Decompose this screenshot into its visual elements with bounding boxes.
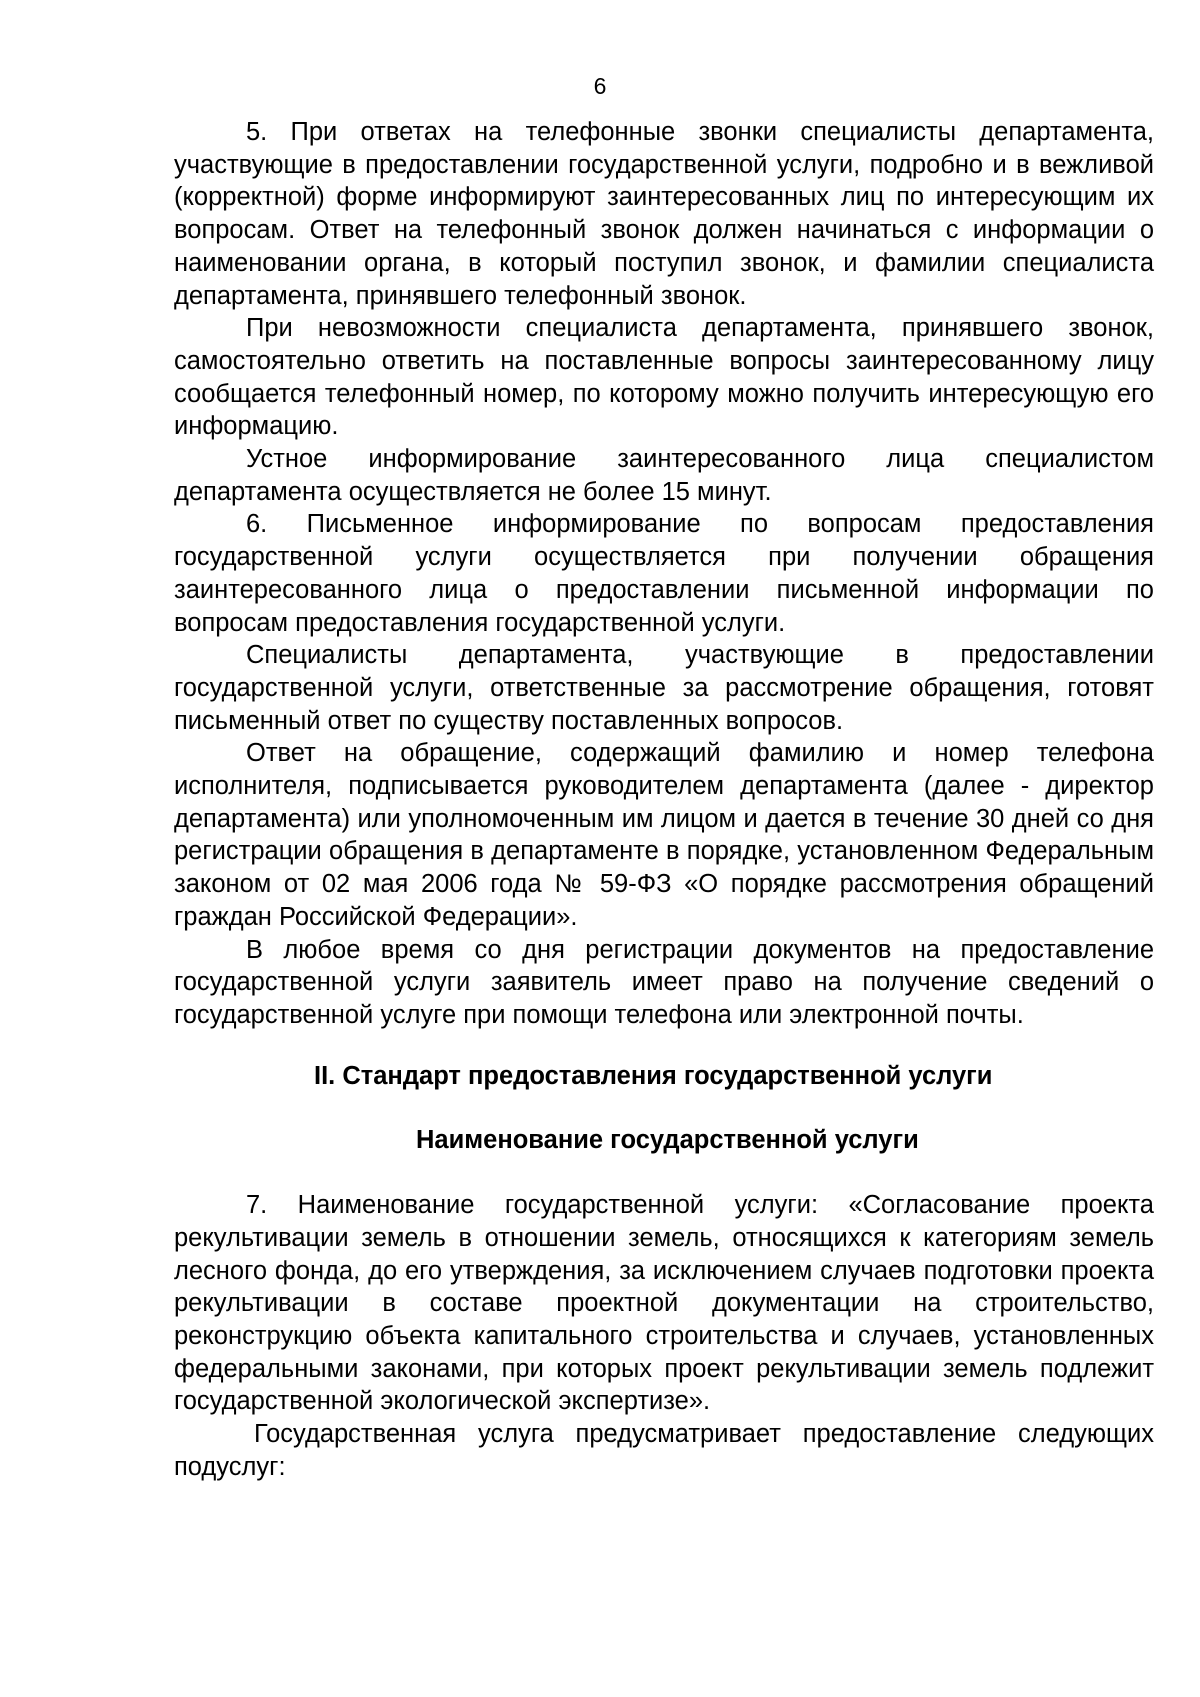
paragraph: 7. Наименование государственной услуги: «Согласование проекта рекультивации земель в отношении земель, относящихся к категориям земель лесного фонда, до его утверждения, за исключением случаев подготовки проекта рекультивации в составе проектной документации на строительство, реконструкцию объекта капитального строительства и случаев, установленных федеральными законами, при которых проект рекультивации земель подлежит государственной экологической экспертизе». bbox=[174, 1191, 1154, 1416]
paragraph: Устное информирование заинтересованного лица специалистом департамента осуществляется не более 15 минут. bbox=[174, 445, 1154, 506]
section-heading: II. Стандарт предоставления государственной услуги bbox=[314, 1061, 993, 1090]
paragraph: 6. Письменное информирование по вопросам предоставления государственной услуги осуществляется при получении обращения заинтересованного лица о предоставлении письменной информации по вопросам предоставления государственной услуги. bbox=[174, 510, 1154, 637]
page-number: 6 bbox=[593, 73, 607, 99]
paragraph: 5. При ответах на телефонные звонки специалисты департамента, участвующие в предоставлении государственной услуги, подробно и в вежливой (корректной) форме информируют заинтересованных лиц по интересующим их вопросам. Ответ на телефонный звонок должен начинаться с информации о наименовании органа, в который поступил звонок, и фамилии специалиста департамента, принявшего телефонный звонок. bbox=[174, 118, 1154, 310]
paragraph: Государственная услуга предусматривает предоставление следующих подуслуг: bbox=[174, 1420, 1154, 1481]
paragraph: Специалисты департамента, участвующие в предоставлении государственной услуги, ответственные за рассмотрение обращения, готовят письменный ответ по существу поставленных вопросов. bbox=[174, 641, 1154, 735]
subsection-heading: Наименование государственной услуги bbox=[416, 1126, 919, 1155]
document-body bbox=[174, 116, 1154, 1483]
paragraph: В любое время со дня регистрации документов на предоставление государственной услуги заявитель имеет право на получение сведений о государственной услуге при помощи телефона или электронной почты. bbox=[174, 935, 1154, 1029]
paragraph: При невозможности специалиста департамента, принявшего звонок, самостоятельно ответить на поставленные вопросы заинтересованному лицу сообщается телефонный номер, по которому можно получить интересующую его информацию. bbox=[174, 314, 1154, 441]
paragraph: Ответ на обращение, содержащий фамилию и номер телефона исполнителя, подписывается руководителем департамента (далее - директор департамента) или уполномоченным им лицом и дается в течение 30 дней со дня регистрации обращения в департаменте в порядке, установленном Федеральным законом от 02 мая 2006 года № 59-ФЗ «О порядке рассмотрения обращений граждан Российской Федерации». bbox=[174, 739, 1154, 931]
